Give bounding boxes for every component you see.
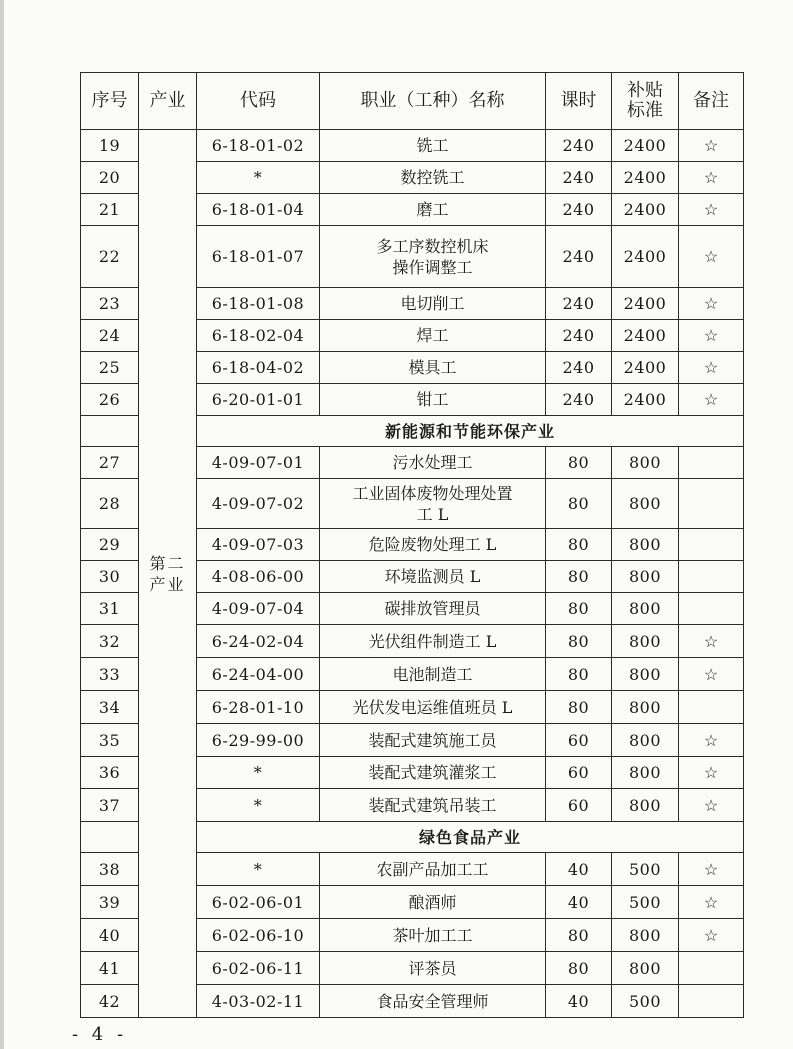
section-title-new-energy: 新能源和节能环保产业	[197, 416, 744, 447]
row-index: 30	[81, 561, 139, 593]
row-index: 41	[81, 952, 139, 985]
note-star-icon	[679, 952, 744, 985]
training-hours: 80	[546, 658, 612, 691]
training-hours: 240	[546, 162, 612, 194]
row-index: 25	[81, 352, 139, 384]
table-row	[81, 130, 744, 162]
occupation-code: *	[197, 757, 320, 789]
subsidy-amount: 800	[612, 757, 679, 789]
header-code: 代码	[197, 73, 320, 130]
page-number: - 4 -	[72, 1024, 128, 1045]
subsidy-amount: 500	[612, 886, 679, 919]
header-note: 备注	[679, 73, 744, 130]
subsidy-amount: 800	[612, 691, 679, 724]
occupation-name: 磨工	[320, 194, 546, 226]
note-star-icon	[679, 447, 744, 479]
note-star-icon	[679, 479, 744, 529]
occupation-code: 4-09-07-03	[197, 529, 320, 561]
row-index: 33	[81, 658, 139, 691]
header-index: 序号	[81, 73, 139, 130]
row-index: 42	[81, 985, 139, 1018]
occupation-code: 6-18-01-08	[197, 288, 320, 320]
training-hours: 40	[546, 853, 612, 886]
row-index: 20	[81, 162, 139, 194]
subsidy-amount: 800	[612, 529, 679, 561]
row-index: 38	[81, 853, 139, 886]
occupation-code: 6-18-01-02	[197, 130, 320, 162]
note-star-icon: ☆	[679, 384, 744, 416]
occupation-name: 电池制造工	[320, 658, 546, 691]
subsidy-amount: 2400	[612, 288, 679, 320]
training-hours: 80	[546, 625, 612, 658]
occupation-code: *	[197, 853, 320, 886]
occupation-code: 6-18-04-02	[197, 352, 320, 384]
subsidy-amount: 800	[612, 658, 679, 691]
occupation-code: 6-02-06-01	[197, 886, 320, 919]
note-star-icon: ☆	[679, 625, 744, 658]
note-star-icon: ☆	[679, 288, 744, 320]
note-star-icon: ☆	[679, 853, 744, 886]
occupation-name: 装配式建筑灌浆工	[320, 757, 546, 789]
occupation-code: 4-03-02-11	[197, 985, 320, 1018]
training-hours: 240	[546, 194, 612, 226]
occupation-name: 茶叶加工工	[320, 919, 546, 952]
occupation-name: 数控铣工	[320, 162, 546, 194]
industry-label: 第二 产业	[139, 130, 197, 1018]
subsidy-amount: 2400	[612, 130, 679, 162]
occupation-code: 6-24-02-04	[197, 625, 320, 658]
note-star-icon: ☆	[679, 789, 744, 822]
training-hours: 60	[546, 757, 612, 789]
row-index: 36	[81, 757, 139, 789]
occupation-code: 4-09-07-02	[197, 479, 320, 529]
note-star-icon: ☆	[679, 658, 744, 691]
subsidy-amount: 800	[612, 919, 679, 952]
occupation-name: 电切削工	[320, 288, 546, 320]
occupation-code: *	[197, 789, 320, 822]
occupation-code: 6-18-01-04	[197, 194, 320, 226]
row-index: 21	[81, 194, 139, 226]
row-index: 39	[81, 886, 139, 919]
subsidy-amount: 800	[612, 789, 679, 822]
training-hours: 60	[546, 724, 612, 757]
header-hours: 课时	[546, 73, 612, 130]
training-hours: 80	[546, 447, 612, 479]
subsidy-amount: 2400	[612, 194, 679, 226]
header-name: 职业（工种）名称	[320, 73, 546, 130]
occupation-name: 模具工	[320, 352, 546, 384]
occupation-name: 工业固体废物处理处置 工 L	[320, 479, 546, 529]
occupation-name: 多工序数控机床 操作调整工	[320, 226, 546, 288]
section-title-green-food: 绿色食品产业	[197, 822, 744, 853]
section-index-empty	[81, 416, 139, 447]
subsidy-amount: 800	[612, 479, 679, 529]
row-index: 27	[81, 447, 139, 479]
occupation-name: 碳排放管理员	[320, 593, 546, 625]
note-star-icon: ☆	[679, 320, 744, 352]
occupation-code: 4-09-07-01	[197, 447, 320, 479]
training-hours: 80	[546, 593, 612, 625]
subsidy-amount: 500	[612, 985, 679, 1018]
note-star-icon	[679, 985, 744, 1018]
row-index: 26	[81, 384, 139, 416]
occupation-name: 装配式建筑吊装工	[320, 789, 546, 822]
occupation-code: 6-24-04-00	[197, 658, 320, 691]
occupation-name: 铣工	[320, 130, 546, 162]
note-star-icon: ☆	[679, 757, 744, 789]
row-index: 28	[81, 479, 139, 529]
row-index: 29	[81, 529, 139, 561]
note-star-icon: ☆	[679, 226, 744, 288]
training-hours: 240	[546, 352, 612, 384]
occupation-name: 农副产品加工工	[320, 853, 546, 886]
occupation-code: *	[197, 162, 320, 194]
training-hours: 240	[546, 288, 612, 320]
note-star-icon: ☆	[679, 130, 744, 162]
note-star-icon	[679, 691, 744, 724]
occupation-code: 4-09-07-04	[197, 593, 320, 625]
training-hours: 40	[546, 985, 612, 1018]
row-index: 37	[81, 789, 139, 822]
note-star-icon	[679, 529, 744, 561]
occupation-name: 危险废物处理工 L	[320, 529, 546, 561]
occupation-code: 6-29-99-00	[197, 724, 320, 757]
occupation-code: 6-20-01-01	[197, 384, 320, 416]
training-hours: 80	[546, 529, 612, 561]
occupation-name: 污水处理工	[320, 447, 546, 479]
row-index: 40	[81, 919, 139, 952]
subsidy-amount: 2400	[612, 226, 679, 288]
subsidy-amount: 800	[612, 447, 679, 479]
training-hours: 80	[546, 919, 612, 952]
occupation-name: 钳工	[320, 384, 546, 416]
row-index: 24	[81, 320, 139, 352]
training-hours: 80	[546, 691, 612, 724]
occupation-name: 评茶员	[320, 952, 546, 985]
note-star-icon: ☆	[679, 919, 744, 952]
row-index: 35	[81, 724, 139, 757]
subsidy-amount: 800	[612, 593, 679, 625]
occupation-table	[80, 72, 744, 1018]
note-star-icon: ☆	[679, 352, 744, 384]
training-hours: 80	[546, 479, 612, 529]
training-hours: 80	[546, 561, 612, 593]
occupation-name: 光伏组件制造工 L	[320, 625, 546, 658]
scan-edge-shadow	[0, 0, 4, 1049]
occupation-name: 焊工	[320, 320, 546, 352]
subsidy-amount: 2400	[612, 162, 679, 194]
occupation-code: 6-18-02-04	[197, 320, 320, 352]
occupation-name: 食品安全管理师	[320, 985, 546, 1018]
training-hours: 240	[546, 226, 612, 288]
note-star-icon	[679, 593, 744, 625]
row-index: 22	[81, 226, 139, 288]
occupation-code: 6-02-06-11	[197, 952, 320, 985]
subsidy-amount: 800	[612, 561, 679, 593]
row-index: 34	[81, 691, 139, 724]
occupation-name: 酿酒师	[320, 886, 546, 919]
row-index: 32	[81, 625, 139, 658]
occupation-code: 6-18-01-07	[197, 226, 320, 288]
note-star-icon: ☆	[679, 194, 744, 226]
subsidy-amount: 800	[612, 625, 679, 658]
header-subsidy: 补贴 标准	[612, 73, 679, 130]
training-hours: 80	[546, 952, 612, 985]
note-star-icon: ☆	[679, 162, 744, 194]
training-hours: 240	[546, 384, 612, 416]
row-index: 19	[81, 130, 139, 162]
subsidy-amount: 2400	[612, 320, 679, 352]
subsidy-amount: 800	[612, 952, 679, 985]
subsidy-amount: 2400	[612, 384, 679, 416]
row-index: 31	[81, 593, 139, 625]
training-hours: 240	[546, 130, 612, 162]
training-hours: 240	[546, 320, 612, 352]
header-row	[81, 73, 744, 130]
section-index-empty	[81, 822, 139, 853]
note-star-icon: ☆	[679, 724, 744, 757]
subsidy-amount: 500	[612, 853, 679, 886]
occupation-code: 4-08-06-00	[197, 561, 320, 593]
note-star-icon	[679, 561, 744, 593]
header-industry: 产业	[139, 73, 197, 130]
occupation-code: 6-28-01-10	[197, 691, 320, 724]
occupation-code: 6-02-06-10	[197, 919, 320, 952]
occupation-name: 装配式建筑施工员	[320, 724, 546, 757]
subsidy-amount: 2400	[612, 352, 679, 384]
training-hours: 40	[546, 886, 612, 919]
occupation-name: 环境监测员 L	[320, 561, 546, 593]
training-hours: 60	[546, 789, 612, 822]
subsidy-amount: 800	[612, 724, 679, 757]
row-index: 23	[81, 288, 139, 320]
occupation-name: 光伏发电运维值班员 L	[320, 691, 546, 724]
note-star-icon: ☆	[679, 886, 744, 919]
